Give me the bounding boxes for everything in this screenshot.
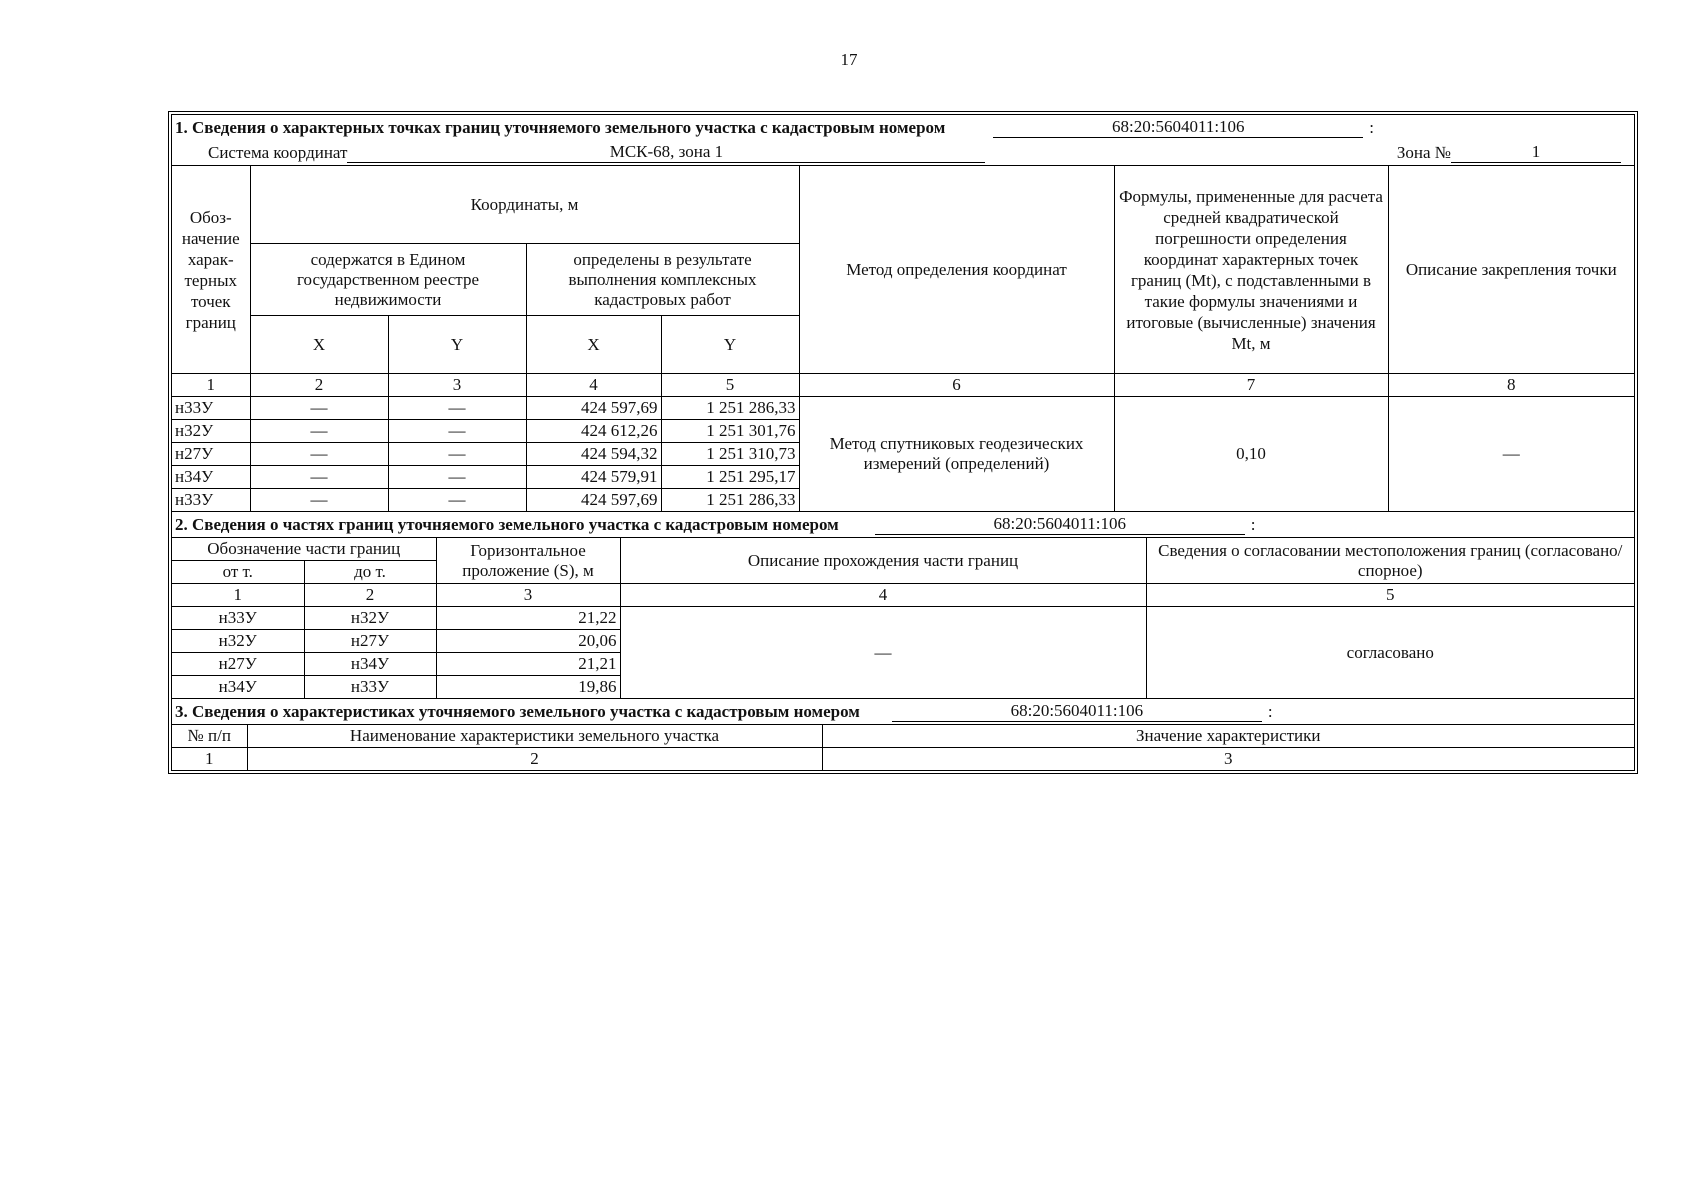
- col-number: 2: [304, 584, 436, 607]
- table-row: [172, 397, 1634, 420]
- from-point: н33У: [172, 607, 304, 630]
- col-number: 3: [436, 584, 620, 607]
- x-egrn: —: [250, 420, 388, 443]
- point-name: н34У: [172, 466, 250, 489]
- col-number: 3: [822, 748, 1634, 771]
- y-egrn: —: [388, 466, 526, 489]
- to-point: н33У: [304, 676, 436, 699]
- coord-system-label: Система координат: [208, 143, 348, 162]
- col-number: 5: [1146, 584, 1634, 607]
- col-number: 5: [661, 374, 799, 397]
- section2-colon: :: [1250, 515, 1256, 534]
- x-egrn: —: [250, 489, 388, 512]
- description-value: —: [620, 607, 1146, 699]
- col-number: 1: [172, 584, 304, 607]
- y-value: 1 251 310,73: [661, 443, 799, 466]
- header-y-egrn: Y: [388, 316, 526, 374]
- section2-col-numbers: [172, 584, 1634, 607]
- horizontal-value: 19,86: [436, 676, 620, 699]
- y-egrn: —: [388, 443, 526, 466]
- y-egrn: —: [388, 489, 526, 512]
- horizontal-value: 21,22: [436, 607, 620, 630]
- header-to: до т.: [304, 561, 436, 584]
- col-number: 4: [620, 584, 1146, 607]
- y-egrn: —: [388, 420, 526, 443]
- header-part-designation: Обозначение части границ: [172, 538, 436, 561]
- header-designation: Обоз-начение харак-терных точек границ: [172, 166, 250, 374]
- zone-value: 1: [1451, 142, 1621, 163]
- table-row: [172, 607, 1634, 630]
- header-x-egrn: X: [250, 316, 388, 374]
- fixing-value: —: [1388, 397, 1634, 512]
- y-egrn: —: [388, 397, 526, 420]
- coord-system-value: МСК-68, зона 1: [347, 142, 985, 163]
- header-agreement: Сведения о согласовании местоположения границ (согласовано/спорное): [1146, 538, 1634, 584]
- horizontal-value: 20,06: [436, 630, 620, 653]
- section3-title: 3. Сведения о характеристиках уточняемого земельного участка с кадастровым номером: [175, 702, 860, 721]
- to-point: н34У: [304, 653, 436, 676]
- header-coordinates: Координаты, м: [250, 166, 799, 244]
- header-y-kkr: Y: [661, 316, 799, 374]
- point-name: н27У: [172, 443, 250, 466]
- x-value: 424 594,32: [526, 443, 661, 466]
- section2-table: [172, 512, 1634, 699]
- coord-system-row: [172, 140, 1634, 166]
- col-number: 4: [526, 374, 661, 397]
- header-description: Описание прохождения части границ: [620, 538, 1146, 584]
- x-value: 424 579,91: [526, 466, 661, 489]
- col-number: 2: [250, 374, 388, 397]
- section1-col-numbers: [172, 374, 1634, 397]
- from-point: н27У: [172, 653, 304, 676]
- section3-colon: :: [1267, 702, 1273, 721]
- x-egrn: —: [250, 443, 388, 466]
- from-point: н32У: [172, 630, 304, 653]
- section1-title: 1. Сведения о характерных точках границ уточняемого земельного участка с кадастровым номером: [175, 118, 946, 137]
- col-number: 1: [172, 374, 250, 397]
- section3-heading: [172, 699, 1634, 725]
- section3-table: [172, 699, 1634, 770]
- horizontal-value: 21,21: [436, 653, 620, 676]
- from-point: н34У: [172, 676, 304, 699]
- section1-cadastral-number: 68:20:5604011:106: [993, 117, 1363, 138]
- mt-value: 0,10: [1114, 397, 1388, 512]
- section1-heading: [172, 115, 1634, 140]
- zone-label: Зона №: [1396, 143, 1452, 162]
- section2-title: 2. Сведения о частях границ уточняемого земельного участка с кадастровым номером: [175, 515, 839, 534]
- section3-col-numbers: [172, 748, 1634, 771]
- section2-heading: [172, 512, 1634, 538]
- agreement-value: согласовано: [1146, 607, 1634, 699]
- header-method: Метод определения координат: [799, 166, 1114, 374]
- to-point: н27У: [304, 630, 436, 653]
- col-number: 6: [799, 374, 1114, 397]
- x-value: 424 597,69: [526, 489, 661, 512]
- page-number: 17: [840, 50, 858, 69]
- col-number: 3: [388, 374, 526, 397]
- col-number: 2: [247, 748, 822, 771]
- x-egrn: —: [250, 397, 388, 420]
- point-name: н32У: [172, 420, 250, 443]
- y-value: 1 251 286,33: [661, 397, 799, 420]
- header-num: № п/п: [172, 725, 247, 748]
- col-number: 8: [1388, 374, 1634, 397]
- cadastral-document: [171, 114, 1635, 771]
- header-kkr: определены в результате выполнения комплексных кадастровых работ: [526, 244, 799, 316]
- section1-table: [172, 115, 1634, 512]
- x-value: 424 597,69: [526, 397, 661, 420]
- header-formulas: Формулы, примененные для расчета средней квадратической погрешности определения координат характерных точек границ (Mt), с подставленными в такие формулы значениями и итоговые (вычисленные) значения Mt, м: [1114, 166, 1388, 374]
- method-value: Метод спутниковых геодезических измерений (определений): [799, 397, 1114, 512]
- section1-colon: :: [1369, 118, 1375, 137]
- x-value: 424 612,26: [526, 420, 661, 443]
- x-egrn: —: [250, 466, 388, 489]
- section3-cadastral-number: 68:20:5604011:106: [892, 701, 1262, 722]
- header-x-kkr: X: [526, 316, 661, 374]
- y-value: 1 251 286,33: [661, 489, 799, 512]
- header-horizontal: Горизонтальное проложение (S), м: [436, 538, 620, 584]
- header-fixing: Описание закрепления точки: [1388, 166, 1634, 374]
- section2-cadastral-number: 68:20:5604011:106: [875, 514, 1245, 535]
- to-point: н32У: [304, 607, 436, 630]
- col-number: 1: [172, 748, 247, 771]
- point-name: н33У: [172, 489, 250, 512]
- header-egrn: содержатся в Едином государственном реестре недвижимости: [250, 244, 526, 316]
- point-name: н33У: [172, 397, 250, 420]
- header-from: от т.: [172, 561, 304, 584]
- header-value: Значение характеристики: [822, 725, 1634, 748]
- y-value: 1 251 301,76: [661, 420, 799, 443]
- y-value: 1 251 295,17: [661, 466, 799, 489]
- col-number: 7: [1114, 374, 1388, 397]
- header-name: Наименование характеристики земельного участка: [247, 725, 822, 748]
